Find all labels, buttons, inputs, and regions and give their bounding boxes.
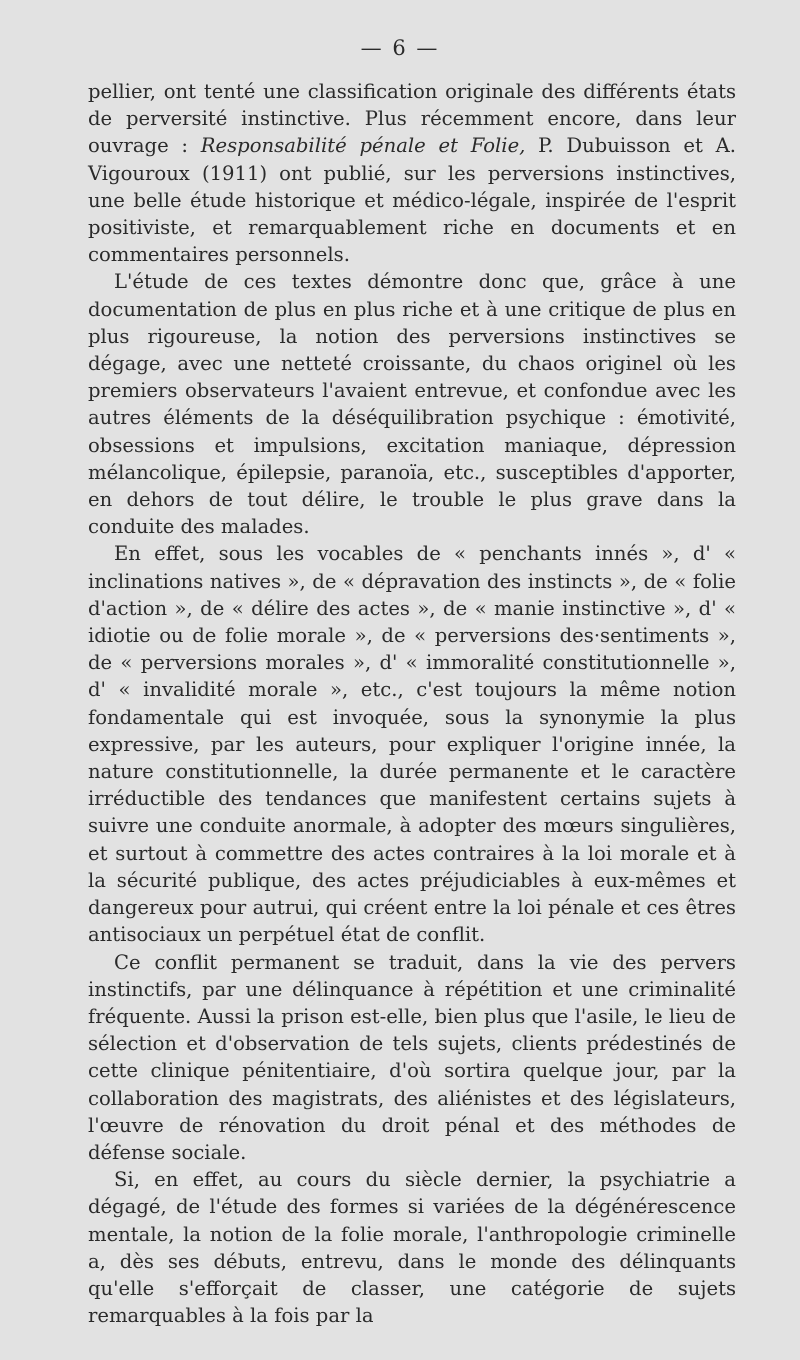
book-title-italic: Responsabilité pénale et Folie, (200, 134, 526, 158)
paragraph-3: En effet, sous les vocables de « penchants innés », d' « inclinations natives », de « dépravation des instincts », de « folie d'action », de « délire des actes », de « manie instinctive », d' « idiotie ou de folie morale », de « perversions des·sentiments », de « perversions morales », d' « immoralité constitutionnelle », d' « invalidité morale », etc., c'est toujours la même notion fondamentale qui est invoquée, sous la synonymie la plus expressive, par les auteurs, pour expliquer l'origine innée, la nature constitutionnelle, la durée permanente et le caractère irréductible des tendances que manifestent certains sujets à suivre une conduite anormale, à adopter des mœurs singulières, et surtout à commettre des actes contraires à la loi morale et à la sécurité publique, des actes préjudiciables à eux-mêmes et dangereux pour autrui, qui créent entre la loi pénale et ces êtres antisociaux un perpétuel état de conflit. (88, 542, 736, 947)
paragraph-4: Ce conflit permanent se traduit, dans la vie des pervers instinctifs, par une délinquance à répétition et une criminalité fréquente. Aussi la prison est-elle, bien plus que l'asile, le lieu de sélection et d'observation de tels sujets, clients prédestinés de cette clinique pénitentiaire, d'où sortira quelque jour, par la collaboration des magistrats, des aliénistes et des législateurs, l'œuvre de rénovation du droit pénal et des méthodes de défense sociale. (88, 950, 736, 1164)
page-number: — 6 — (360, 36, 440, 60)
paragraph-1-text-start: pellier, ont tenté une classification originale des différents états de perversité instinctive. Plus récemment encore, dans leur ouvrage : (88, 80, 736, 158)
paragraph-1 (88, 78, 736, 268)
paragraph-2: L'étude de ces textes démontre donc que, grâce à une documentation de plus en plus riche et à une critique de plus en plus rigoureuse, la notion des perversions instinctives se dégage, avec une netteté croissante, du chaos originel où les premiers observateurs l'avaient entrevue, et confondue avec les autres éléments de la déséquilibration psychique : émotivité, obsessions et impulsions, excitation maniaque, dépression mélancolique, épilepsie, paranoïa, etc., susceptibles d'apporter, en dehors de tout délire, le trouble le plus grave dans la conduite des malades. (88, 270, 736, 539)
body-text (88, 78, 736, 1329)
paragraph-1-text-end: P. Dubuisson et A. Vigouroux (1911) ont publié, sur les perversions instinctives, une belle étude historique et médico-légale, inspirée de l'esprit positiviste, et remarquablement riche en documents et en commentaires personnels. (88, 134, 736, 267)
paragraph-5: Si, en effet, au cours du siècle dernier, la psychiatrie a dégagé, de l'étude des formes si variées de la dégénérescence mentale, la notion de la folie morale, l'anthropologie criminelle a, dès ses débuts, entrevu, dans le monde des délinquants qu'elle s'efforçait de classer, une catégorie de sujets remarquables à la fois par la (88, 1168, 736, 1328)
